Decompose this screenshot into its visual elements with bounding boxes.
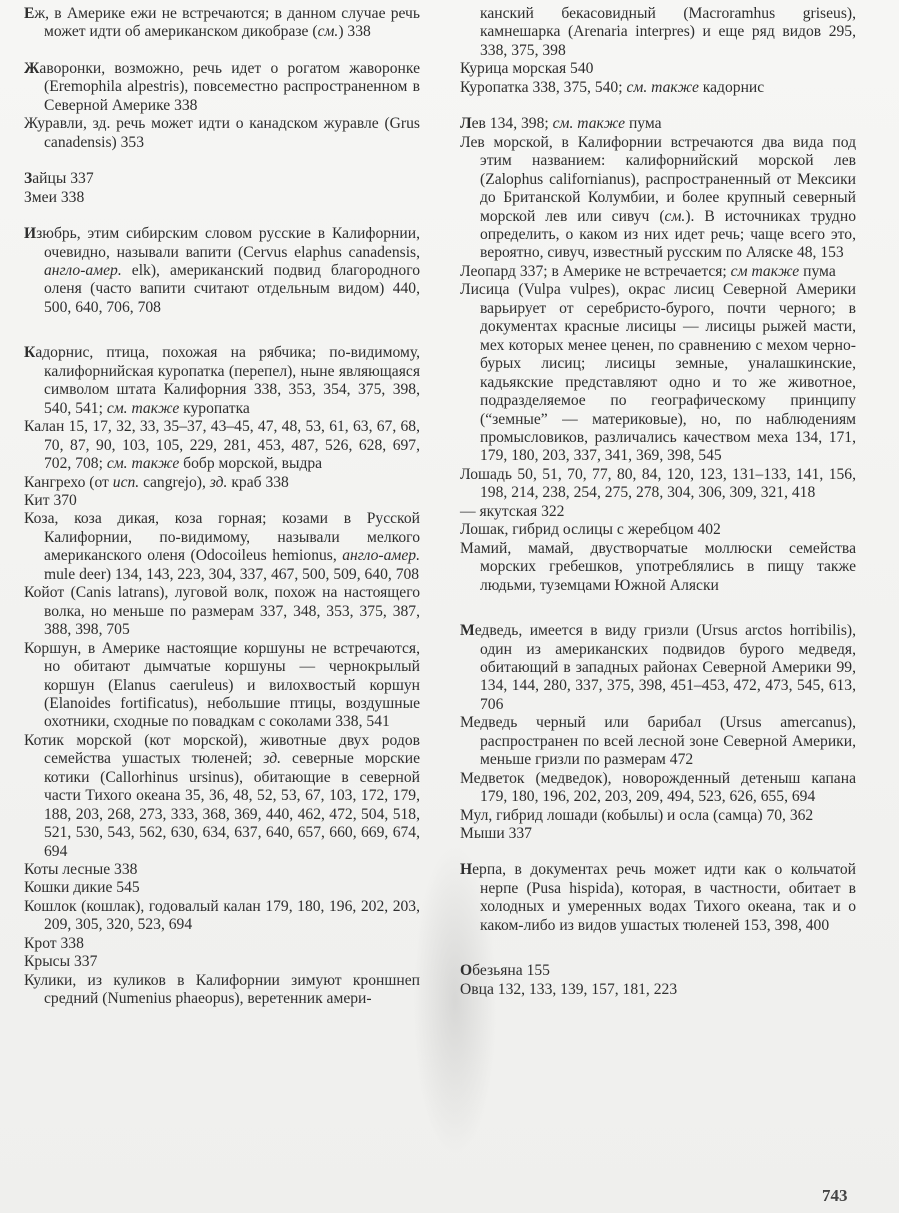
index-entry bbox=[460, 466, 856, 503]
entry-text: Журавли, зд. речь может идти о канадском журавле (Grus canadensis) 353 bbox=[24, 115, 420, 151]
entry-initial-letter: М bbox=[460, 622, 475, 640]
entry-text: ). В источниках трудно определить, о каком из них идет речь; чаще всего это, вероятно, сивуч, известный русским по Аляске 48, 153 bbox=[480, 207, 856, 262]
entry-initial-letter: Л bbox=[460, 115, 472, 133]
entry-text: куропатка bbox=[179, 399, 250, 417]
entry-text: Коршун, в Америке настоящие коршуны не встречаются, но обитают дымчатые коршуны — чернокрылый коршун (Elanus caeruleus) и вилохвостый коршун (Elanoides fortificatus), небольшие птицы, воздушные охотники, сходные по повадкам с соколами 338, 541 bbox=[24, 639, 420, 731]
entry-initial-letter: О bbox=[460, 962, 473, 980]
entry-text: mule deer) 134, 143, 223, 304, 337, 467, 500, 509, 640, 708 bbox=[44, 565, 420, 583]
index-entry bbox=[24, 170, 420, 188]
entry-text: Мыши 337 bbox=[460, 825, 532, 843]
entry-text: Овца 132, 133, 139, 157, 181, 223 bbox=[460, 980, 678, 998]
entry-text: Мамий, мамай, двустворчатые моллюски семейства морских гребешков, употреблялись в пищу также людьми, туземцами Южной Аляски bbox=[460, 539, 856, 594]
entry-text: Котик морской (кот морской), животные двух родов семейства ушастых тюленей; bbox=[24, 731, 420, 768]
index-entry bbox=[24, 972, 420, 1009]
index-letter-group bbox=[24, 170, 420, 207]
index-entry bbox=[24, 732, 420, 861]
index-column-left bbox=[24, 5, 420, 1027]
entry-text: безьяна 155 bbox=[472, 962, 550, 980]
entry-text: Кошлок (кошлак), годовалый калан 179, 180, 196, 202, 203, 209, 305, 320, 523, 694 bbox=[24, 897, 420, 934]
index-entry bbox=[24, 861, 420, 879]
entry-text: краб 338 bbox=[227, 473, 289, 491]
entry-italic-note: см. bbox=[664, 207, 686, 225]
index-entry bbox=[460, 263, 856, 281]
index-entry bbox=[24, 935, 420, 953]
entry-initial-letter: Ж bbox=[24, 59, 40, 77]
entry-initial-letter: И bbox=[24, 225, 37, 243]
entry-italic-note: см. также bbox=[106, 399, 180, 417]
entry-text: кадорнис bbox=[698, 78, 765, 96]
index-entry-continuation bbox=[460, 5, 856, 60]
entry-text: Змеи 338 bbox=[24, 188, 85, 206]
index-entry bbox=[24, 5, 420, 42]
page-number: 743 bbox=[822, 1186, 848, 1205]
entry-text: — якутская 322 bbox=[460, 502, 565, 520]
index-entry bbox=[460, 981, 856, 999]
entry-text: Мул, гибрид лошади (кобылы) и осла (самца) 70, 362 bbox=[460, 806, 814, 824]
entry-italic-note: см также bbox=[730, 262, 800, 280]
index-entry bbox=[24, 953, 420, 971]
entry-text: ев 134, 398; bbox=[471, 115, 553, 133]
entry-text: аворонки, возможно, речь идет о рогатом жаворонке (Eremophila alpestris), повсеместно распространенном в Северной Америке 338 bbox=[39, 59, 420, 114]
entry-text: Лев морской, в Калифорнии встречаются два вида под этим названием: калифорнийский морской лев (Zalophus californianus), распространенный от Мексики до Британской Колумбии, и более крупный северный морской лев или сивуч ( bbox=[460, 133, 856, 225]
index-letter-group bbox=[460, 622, 856, 843]
entry-italic-note: англо-амер. bbox=[342, 547, 420, 565]
index-entry bbox=[460, 962, 856, 980]
entry-text: Коты лесные 338 bbox=[24, 861, 138, 879]
entry-text: Кангрехо (от bbox=[24, 473, 113, 491]
entry-text: пума bbox=[799, 262, 836, 280]
entry-initial-letter: Н bbox=[460, 861, 473, 879]
entry-text: cangrejo), bbox=[139, 473, 210, 491]
entry-text: Лисица (Vulpa vulpes), окрас лисиц Северной Америки варьирует от серебристо-бурого, почти черного; в документах красные лисицы — лисицы рыжей масти, мех которых менее ценен, по сравнению с мехом черно-бурых лисиц; лисицы земные, уналашкинские, кадьякские представляют одно и то же животное, подразделяемое по географическому принципу (“земные” — материковые), но, по наблюдениям промысловиков, различались качеством меха 134, 171, 179, 180, 203, 337, 341, 369, 398, 545 bbox=[460, 281, 856, 465]
entry-text: Крот 338 bbox=[24, 934, 84, 952]
index-letter-group bbox=[24, 60, 420, 152]
index-entry bbox=[24, 418, 420, 473]
index-entry bbox=[24, 640, 420, 732]
entry-text: зюбрь, этим сибирским словом русские в Калифорнии, очевидно, называли вапити (Cervus elaphus canadensis, bbox=[36, 225, 420, 261]
entry-text: адорнис, птица, похожая на рябчика; по-видимому, калифорнийская куропатка (перепел), ныне являющаяся символом штата Калифорния 338, 353, 354, 375, 398, 540, 541; bbox=[35, 344, 420, 417]
entry-text: Курица морская 540 bbox=[460, 60, 594, 78]
index-entry bbox=[460, 861, 856, 935]
entry-text: Кошки дикие 545 bbox=[24, 879, 140, 897]
index-entry bbox=[460, 540, 856, 595]
index-entry bbox=[24, 584, 420, 639]
entry-italic-note: зд. bbox=[263, 750, 282, 768]
index-entry bbox=[24, 898, 420, 935]
entry-text: бобр морской, выдра bbox=[179, 455, 323, 473]
entry-text: айцы 337 bbox=[32, 170, 94, 188]
index-entry bbox=[460, 825, 856, 843]
index-letter-group bbox=[24, 225, 420, 317]
index-letter-group bbox=[24, 5, 420, 42]
index-entry bbox=[460, 79, 856, 97]
index-entry bbox=[24, 474, 420, 492]
entry-text: ) 338 bbox=[338, 23, 371, 41]
index-entry bbox=[24, 879, 420, 897]
index-entry bbox=[460, 115, 856, 133]
entry-text: северные морские котики (Callorhinus ursinus), обитающие в северной части Тихого океана 35, 36, 48, 52, 53, 67, 103, 172, 179, 188, 203, 268, 273, 333, 368, 369, 440, 462, 472, 504, 518, 521, 530, 543, 562, 630, 634, 637, 640, 657, 660, 669, 674, 694 bbox=[44, 750, 420, 860]
entry-text: Крысы 337 bbox=[24, 953, 98, 971]
index-letter-group bbox=[24, 344, 420, 1008]
entry-text: Кулики, из куликов в Калифорнии зимуют кроншнеп средний (Numenius phaeopus), веретенник амери- bbox=[24, 971, 420, 1008]
entry-text: Кит 370 bbox=[24, 491, 77, 509]
index-letter-group bbox=[460, 962, 856, 999]
entry-text: ж, в Америке ежи не встречаются; в данном случае речь может идти об американском дикобразе ( bbox=[34, 5, 420, 41]
entry-initial-letter: К bbox=[24, 344, 36, 362]
entry-text: Лошадь 50, 51, 70, 77, 80, 84, 120, 123, 131–133, 141, 156, 198, 214, 238, 254, 275, 278, 304, 306, 309, 321, 418 bbox=[460, 465, 856, 502]
index-entry bbox=[460, 281, 856, 466]
index-entry bbox=[460, 521, 856, 539]
index-entry bbox=[24, 115, 420, 152]
index-entry bbox=[24, 60, 420, 115]
index-entry bbox=[24, 510, 420, 584]
entry-text: Медветок (медведок), новорожденный детеныш капана 179, 180, 196, 202, 203, 209, 494, 523, 626, 655, 694 bbox=[460, 769, 856, 806]
entry-text: elk), американский подвид благородного оленя (часто вапити считают отдельным видом) 440, 500, 640, 706, 708 bbox=[44, 261, 420, 316]
entry-text: Коза, коза дикая, коза горная; козами в Русской Калифорнии, по-видимому, называли мелкого американского оленя (Odocoileus hemionus, bbox=[24, 510, 420, 565]
entry-italic-note: см. bbox=[317, 23, 339, 41]
index-entry bbox=[24, 492, 420, 510]
index-letter-group bbox=[460, 5, 856, 97]
index-entry bbox=[460, 807, 856, 825]
entry-text: Леопард 337; в Америке не встречается; bbox=[460, 262, 731, 280]
index-entry bbox=[460, 503, 856, 521]
entry-text: Медведь черный или барибал (Ursus amercanus), распространен по всей лесной зоне Северной Америки, меньше гризли по размерам 472 bbox=[460, 714, 856, 769]
entry-text: пума bbox=[625, 115, 662, 133]
index-entry bbox=[460, 60, 856, 78]
index-entry bbox=[460, 134, 856, 263]
index-letter-group bbox=[460, 861, 856, 935]
index-entry bbox=[460, 622, 856, 714]
entry-initial-letter: З bbox=[24, 170, 33, 188]
entry-italic-note: см. также bbox=[626, 78, 699, 96]
entry-italic-note: зд. bbox=[209, 473, 228, 491]
index-column-right bbox=[460, 5, 856, 1017]
entry-italic-note: см. также bbox=[106, 455, 180, 473]
entry-text: Куропатка 338, 375, 540; bbox=[460, 78, 627, 96]
entry-italic-note: исп. bbox=[112, 473, 140, 491]
entry-text: Лошак, гибрид ослицы с жеребцом 402 bbox=[460, 521, 721, 539]
entry-text: едведь, имеется в виду гризли (Ursus arctos horribilis), один из американских подвидов бурого медведя, обитающий в западных районах Северной Америки 99, 134, 144, 280, 337, 375, 398, 451–453, 472, 473, 545, 613, 706 bbox=[474, 622, 856, 713]
index-entry bbox=[24, 225, 420, 317]
entry-text: Калан 15, 17, 32, 33, 35–37, 43–45, 47, 48, 53, 61, 63, 67, 68, 70, 87, 90, 103, 105, 229, 281, 453, 487, 526, 628, 697, 702, 708; bbox=[24, 418, 420, 473]
index-entry bbox=[460, 714, 856, 769]
entry-text: ерпа, в документах речь может идти как о кольчатой нерпе (Pusa hispida), которая, в частности, обитает в холодных и умеренных водах Тихого океана, так и о каком-либо из видов ушастых тюленей 153, 398, 400 bbox=[472, 861, 856, 934]
index-entry bbox=[24, 344, 420, 418]
index-letter-group bbox=[460, 115, 856, 595]
index-entry bbox=[460, 770, 856, 807]
entry-italic-note: см. также bbox=[552, 115, 626, 133]
entry-text: Койот (Canis latrans), луговой волк, похож на настоящего волка, но меньше по размерам 337, 348, 353, 375, 387, 388, 398, 705 bbox=[24, 584, 420, 639]
index-entry bbox=[24, 189, 420, 207]
entry-italic-note: англо-амер. bbox=[44, 261, 122, 279]
entry-text: канский бекасовидный (Macroramhus griseus), камнешарка (Arenaria interpres) и еще ряд видов 295, 338, 375, 398 bbox=[480, 5, 856, 59]
entry-initial-letter: Е bbox=[24, 5, 35, 22]
